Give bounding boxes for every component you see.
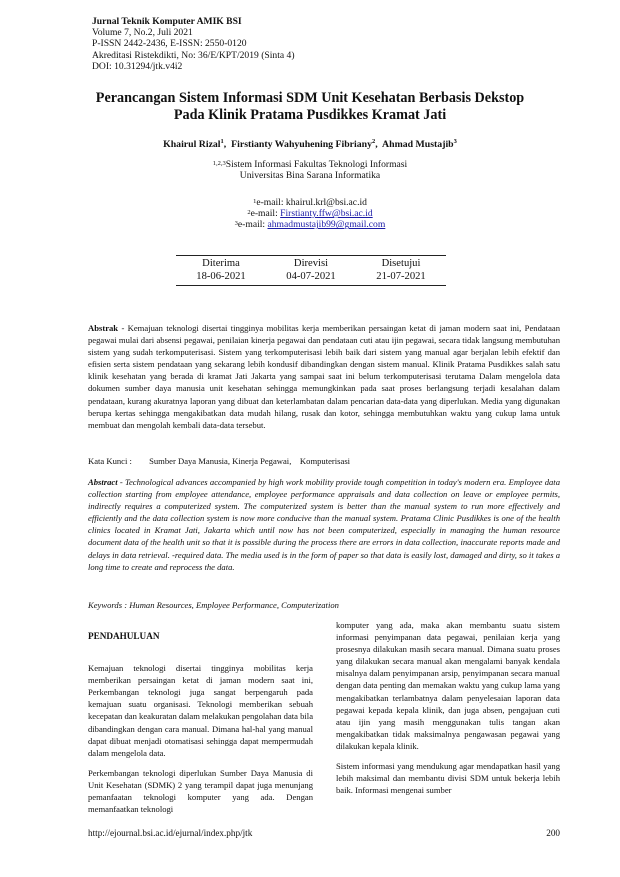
email-2-link[interactable]: Firstianty.ffw@bsi.ac.id — [280, 208, 373, 220]
author-3: Ahmad Mustajib — [382, 139, 454, 150]
submission-dates — [176, 255, 446, 286]
section-title: PENDAHULUAN — [88, 631, 160, 641]
date-header-accepted: Disetujui — [381, 258, 421, 269]
date-received: 18-06-2021 — [196, 270, 246, 282]
keywords-english: Keywords : Human Resources, Employee Performance, Computerization — [88, 600, 339, 610]
author-3-sup: 3 — [453, 138, 457, 145]
email-1-label: e-mail: — [256, 197, 286, 208]
right-paragraph-1: komputer yang ada, maka akan membantu suatu sistem informasi penyimpanan data pegawai, penilaian kerja yang prosesnya dilakukan masih secara manual. Dimana suatu proses yang dilakukan secara manual akan mengalami banyak kendala misalnya dalam penyimpanan arsip, penyimpanan secara manual dengan data penting dan memakan waktu yang cukup lama yang mengakibatkan terlambatnya dalam penyelesaian laporan data pegawai kepada kepala klinik, dan juga absen, pengajuan cuti atau ijin yang masih menggunakan tulis tangan akan mengakibatkan tidak maksimalnya pengawasan pegawai yang dilakukan kepala klinik. — [336, 620, 560, 751]
left-paragraph-2: Perkembangan teknologi diperlukan Sumber Daya Manusia di Unit Kesehatan (SDMK) 2 yang terampil dapat juga menunjang pemanfaatan teknologi komputer yang ada. Dengan memanfaatkan teknologi — [88, 767, 313, 815]
abstract-indonesian — [88, 322, 560, 431]
email-3 — [60, 219, 560, 230]
email-3-label: e-mail: — [237, 219, 268, 231]
abstract-english — [88, 476, 560, 573]
date-revised: 04-07-2021 — [286, 270, 336, 282]
date-header-received: Diterima — [202, 258, 240, 269]
page-number: 200 — [546, 828, 560, 838]
abstract-id-text: - Kemajuan teknologi disertai tingginya mobilitas kerja memberikan persaingan ketat di jaman modern saat ini, Pendataan pegawai mulai dari absensi pegawai, penilaian kinerja pegawai dan pendataan cuti atau ijin pegawai, secara tidak langsung membutuhan sistem yang sudah terkomputerisasi. Sistem yang terkomputerisasi lebih baik dari sistem yang manual agar berjalan lebih efektif dan efisien serta sistem pendataan yang sekarang lebih kondusif dibandingkan dengan sistem manual. Klinik Pratama Pusdikkes salah satu klinik kesehatan yang berada di kramat Jati Jakarta yang sampai saat ini belum terkomputerisasi terutama Dalam mengelola data dokumen sumber daya manusia unit kesehatan sehingga memungkinkan pada saat proses berlangsung terjadi kesalahan dalam pendataan, kurang akuratnya laporan yang dibuat dan keterlambatan dalam pencarian data-data yang diperlukan. Media yang digunakan berupa kertas sehingga mengakibatkan data mudah hilang, rusak dan kotor, sehingga membutuhkan waktu yang cukup lama untuk membuat dan mengolah kembali data-data tersebut. — [88, 323, 560, 430]
journal-doi: DOI: 10.31294/jtk.v4i2 — [92, 60, 183, 72]
affiliation-line-2: Universitas Bina Sarana Informatika — [239, 170, 381, 182]
journal-issn: P-ISSN 2442-2436, E-ISSN: 2550-0120 — [92, 38, 247, 50]
title-line-2: Pada Klinik Pratama Pusdikkes Kramat Jati — [173, 107, 447, 123]
journal-name: Jurnal Teknik Komputer AMIK BSI — [92, 16, 242, 27]
email-3-link[interactable]: ahmadmustajib99@gmail.com — [267, 219, 386, 231]
abstract-en-label: Abstract — [88, 477, 118, 487]
email-3-sup: 3 — [234, 220, 238, 228]
dates-value-row — [176, 271, 446, 284]
right-paragraph-2: Sistem informasi yang mendukung agar mendapatkan hasil yang lebih maksimal dan membantu divisi SDM untuk bekerja lebih baik. Informasi mengenai sumber — [336, 761, 560, 796]
journal-accreditation: Akreditasi Ristekdikti, No: 36/E/KPT/2019 (Sinta 4) — [92, 49, 295, 61]
email-1-sup: 1 — [253, 198, 257, 205]
dates-header-row — [176, 258, 446, 271]
dates-table — [176, 258, 446, 283]
title-line-1: Perancangan Sistem Informasi SDM Unit Kesehatan Berbasis Dekstop — [95, 90, 525, 106]
date-header-revised: Direvisi — [293, 258, 329, 269]
author-1: Khairul Rizal — [163, 139, 221, 150]
body-left-column — [88, 630, 313, 823]
author-2: Firstianty Wahyuhening Fibriany — [231, 139, 372, 150]
affiliation — [60, 159, 560, 181]
email-1-address: khairul.krl@bsi.ac.id — [285, 197, 367, 208]
affiliation-sup: 1,2,3 — [212, 160, 226, 167]
keywords-id-text: Sumber Daya Manusia, Kinerja Pegawai, Komputerisasi — [149, 456, 351, 466]
email-1 — [60, 197, 560, 208]
email-list — [60, 197, 560, 231]
email-2 — [60, 208, 560, 219]
journal-volume: Volume 7, No.2, Juli 2021 — [92, 27, 193, 39]
journal-header — [92, 16, 295, 72]
paper-title — [60, 90, 560, 124]
author-list: Khairul Rizal$^1$, Firstianty Wahyuhening Fibriany$^2$, Ahmad Mustajib$^3$ — [163, 138, 457, 150]
abstract-id-label: Abstrak — [88, 323, 119, 333]
email-2-label: e-mail: — [250, 208, 281, 220]
keywords-indonesian — [88, 455, 560, 467]
keywords-id-label: Kata Kunci : — [88, 456, 132, 466]
body-right-column — [336, 619, 560, 804]
abstract-en-text: - Technological advances accompanied by high work mobility provide tough competition in today's modern era. Employee data collection starting from employee attendance, employee performance appraisals and data collection on leave or employee permits, indirectly requires a computerized system. The computerized system is better than the manual system to run more effectively and efficiently and the data collection system is now more conducive than the manual system. Pratama Clinic Pusdikkes is one of the health clinics located in Kramat Jati, Jakarta which until now has not been computerized, especially in managing the human resource document data of the health unit so that it is possible during the process there are errors in data collection, inaccurate reports made and delays in data retrieval. -required data. The media used is in the form of paper so that data is easily lost, damaged and dirty, so it takes a long time to create and reprocess the data. — [88, 477, 560, 572]
left-paragraph-1: Kemajuan teknologi disertai tingginya mobilitas kerja memberikan persaingan ketat di jaman modern saat ini, Perkembangan teknologi juga sangat berpengaruh pada kemajuan suatu organisasi. Teknologi memberikan sebuah kecepatan dan keakuratan dalam melakukan pengolahan data bila dibandingkan dengan cara manual. Dimana hal-hal yang manual dapat dibuat menjadi otomatisasi sehingga dapat mempermudah dalam mengelola data. — [88, 663, 314, 758]
page-footer — [88, 828, 560, 838]
author-2-sup: 2 — [371, 138, 376, 145]
date-accepted: 21-07-2021 — [376, 270, 426, 282]
footer-url[interactable]: http://ejournal.bsi.ac.id/ejurnal/index.php/jtk — [88, 828, 253, 838]
author-1-sup: 1 — [220, 138, 224, 145]
email-2-sup: 2 — [247, 209, 251, 217]
affiliation-line-1: Sistem Informasi Fakultas Teknologi Informasi — [225, 159, 408, 170]
